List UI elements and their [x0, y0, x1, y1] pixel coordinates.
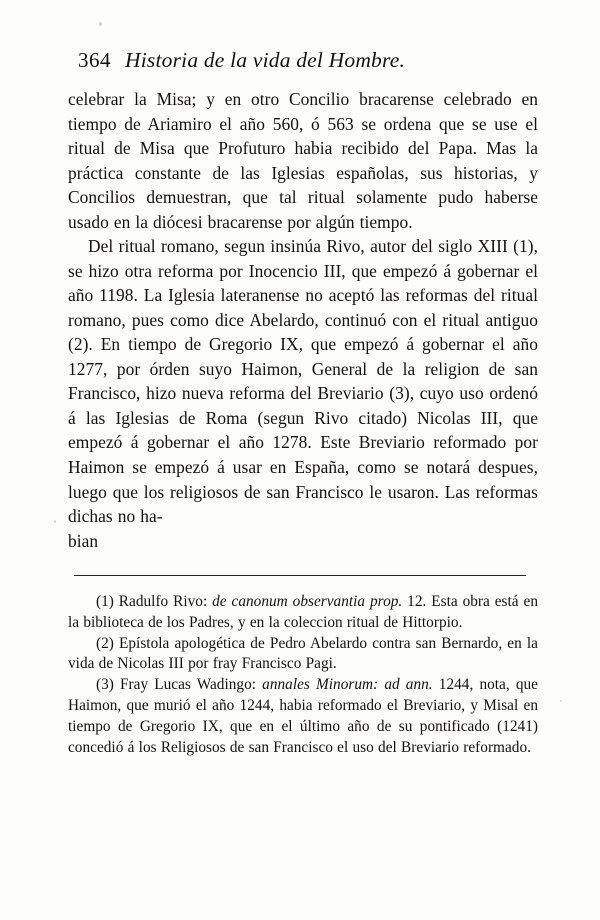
- footnote-1: (1) Radulfo Rivo: de canonum observantia prop. 12. Esta obra está en la biblioteca de los Padres, y en la coleccion ritual de Hittorpio.: [68, 593, 538, 631]
- footnotes: [68, 592, 538, 758]
- page-content: [68, 48, 538, 758]
- paper-speck: [54, 520, 56, 523]
- page-header: [68, 48, 538, 73]
- folio-number: 364: [78, 48, 111, 72]
- body-text: [68, 87, 538, 553]
- paragraph: celebrar la Misa; y en otro Concilio bracarense celebrado en tiempo de Ariamiro el año 560, ó 563 se ordena que se use el ritual de Misa que Profuturo habia recibido del Papa. Mas la práctica constante de las Iglesias españolas, sus historias, y Concilios demuestran, que tal ritual solamente pudo haberse usado en la diócesi bracarense por algún tiempo.: [68, 89, 538, 232]
- running-title: Historia de la vida del Hombre.: [125, 48, 406, 72]
- footnote-2: (2) Epístola apologética de Pedro Abelardo contra san Bernardo, en la vida de Nicolas III por fray Francisco Pagi.: [68, 634, 538, 673]
- footnote-3: (3) Fray Lucas Wadingo: annales Minorum: ad ann. 1244, nota, que Haimon, que murió el año 1244, habia reformado el Breviario, y Misal en tiempo de Gregorio IX, que en el último año de su pontificado (1241) concedió á los Religiosos de san Francisco el uso del Breviario reformado.: [68, 676, 538, 756]
- catchword: bian: [68, 530, 99, 551]
- footnote-rule: [74, 575, 526, 576]
- paper-speck: [99, 22, 102, 26]
- paper-speck: [560, 700, 562, 702]
- paragraph: Del ritual romano, segun insinúa Rivo, autor del siglo XIII (1), se hizo otra reforma por Inocencio III, que empezó á gobernar el año 1198. La Iglesia lateranense no aceptó las reformas del ritual romano, pues como dice Abelardo, continuó con el ritual antiguo (2). En tiempo de Gregorio IX, que empezó á gobernar el año 1277, por órden suyo Haimon, General de la religion de san Francisco, hizo nueva reforma del Breviario (3), cuyo uso ordenó á las Iglesias de Roma (segun Rivo citado) Nicolas III, que empezó á gobernar el año 1278. Este Breviario reformado por Haimon se empezó á usar en España, como se notará despues, luego que los religiosos de san Francisco le usaron. Las reformas dichas no ha-: [68, 236, 538, 527]
